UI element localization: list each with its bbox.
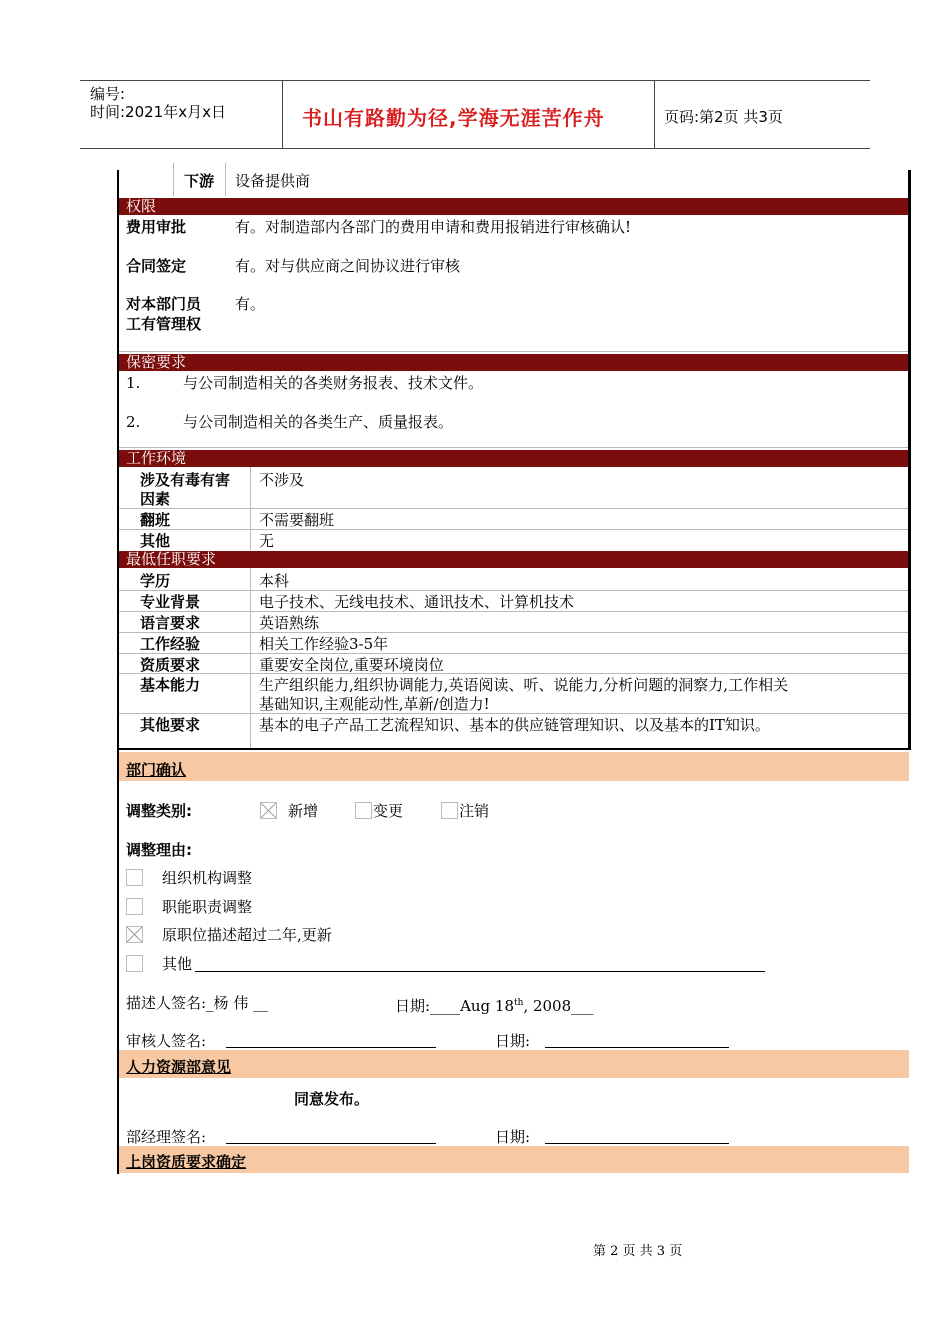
authority-value: 有。对与供应商之间协议进行审核 — [235, 257, 461, 275]
section-confidentiality-header — [119, 354, 908, 371]
env-value: 不需要翻班 — [259, 511, 335, 529]
req-value: 电子技术、无线电技术、通讯技术、计算机技术 — [259, 593, 575, 611]
checkbox-cancel[interactable] — [441, 802, 458, 819]
req-value: 重要安全岗位,重要环境岗位 — [259, 656, 444, 674]
checkbox-update[interactable] — [126, 926, 143, 943]
authority-label: 费用审批 — [126, 218, 187, 236]
row-rule — [119, 529, 908, 530]
row-rule — [119, 713, 908, 714]
checkbox-label: 原职位描述超过二年,更新 — [162, 926, 332, 944]
row-rule — [119, 673, 908, 674]
checkbox-new[interactable] — [260, 802, 277, 819]
req-label: 工作经验 — [140, 635, 201, 653]
req-value: 相关工作经验3-5年 — [259, 635, 389, 653]
req-label: 资质要求 — [140, 656, 201, 674]
cell-divider — [173, 163, 174, 196]
cell-divider — [225, 163, 226, 196]
req-label: 基本能力 — [140, 676, 201, 694]
list-number: 2. — [126, 413, 141, 431]
env-value: 不涉及 — [259, 471, 305, 489]
header-divider — [654, 80, 655, 148]
authority-label: 工有管理权 — [126, 315, 202, 333]
section-authority-header — [119, 198, 908, 215]
header-number-label: 编号: — [90, 85, 126, 103]
env-label: 涉及有毒有害 — [140, 471, 231, 489]
header-top-rule — [80, 80, 870, 81]
section-title: 上岗资质要求确定 — [126, 1153, 247, 1171]
form-border-left — [117, 170, 119, 1174]
list-number: 1. — [126, 374, 141, 392]
reviewer-date-line[interactable] — [545, 1047, 729, 1048]
list-item: 与公司制造相关的各类财务报表、技术文件。 — [183, 374, 484, 392]
req-value: 基本的电子产品工艺流程知识、基本的供应链管理知识、以及基本的IT知识。 — [259, 716, 770, 734]
req-value: 本科 — [259, 572, 290, 590]
section-title: 部门确认 — [126, 761, 187, 779]
authority-value: 有。 — [235, 295, 266, 313]
req-value: 基础知识,主观能动性,革新/创造力! — [259, 695, 490, 713]
checkbox-label: 注销 — [459, 802, 490, 820]
date-label: 日期: — [395, 997, 431, 1015]
describer-signature: 描述人签名:_杨 伟 __ — [126, 994, 269, 1012]
authority-label: 合同签定 — [126, 257, 187, 275]
section-title: 权限 — [126, 197, 157, 215]
date-value: ____Aug 18 — [430, 997, 515, 1015]
req-value: 英语熟练 — [259, 614, 320, 632]
env-label: 翻班 — [140, 511, 171, 529]
adjust-reason-label: 调整理由: — [126, 841, 192, 859]
authority-value: 有。对制造部内各部门的费用申请和费用报销进行审核确认! — [235, 218, 632, 236]
section-rule — [119, 351, 908, 352]
header-divider — [282, 80, 283, 148]
manager-signature-label: 部经理签名: — [126, 1128, 207, 1146]
env-label: 其他 — [140, 532, 171, 550]
header-motto: 书山有路勤为径,学海无涯苦作舟 — [302, 106, 605, 130]
list-item: 与公司制造相关的各类生产、质量报表。 — [183, 413, 454, 431]
req-label: 其他要求 — [140, 716, 201, 734]
manager-signature-line[interactable] — [226, 1143, 436, 1144]
env-value: 无 — [259, 532, 275, 550]
downstream-label: 下游 — [184, 172, 215, 190]
checkbox-label: 其他 — [162, 955, 193, 973]
checkbox-other[interactable] — [126, 955, 143, 972]
section-environment-header — [119, 450, 908, 467]
checkbox-label: 职能职责调整 — [162, 898, 253, 916]
req-label: 专业背景 — [140, 593, 201, 611]
checkbox-org-adjust[interactable] — [126, 869, 143, 886]
checkbox-label: 变更 — [373, 802, 404, 820]
section-rule — [119, 447, 908, 448]
reviewer-signature-line[interactable] — [226, 1047, 436, 1048]
reviewer-date-label: 日期: — [495, 1032, 531, 1050]
row-rule — [119, 632, 908, 633]
header-page-info: 页码:第2页 共3页 — [664, 108, 783, 126]
env-label: 因素 — [140, 490, 171, 508]
req-label: 学历 — [140, 572, 171, 590]
section-title: 保密要求 — [126, 353, 187, 371]
row-rule — [119, 653, 908, 654]
authority-label: 对本部门员 — [126, 295, 202, 313]
cell-divider — [250, 568, 251, 748]
section-title: 人力资源部意见 — [126, 1058, 232, 1076]
section-requirements-header — [119, 551, 908, 568]
manager-date-line[interactable] — [545, 1143, 729, 1144]
header-bottom-rule — [80, 148, 870, 149]
other-reason-line[interactable] — [195, 971, 765, 972]
checkbox-label: 组织机构调整 — [162, 869, 253, 887]
req-value: 生产组织能力,组织协调能力,英语阅读、听、说能力,分析问题的洞察力,工作相关 — [259, 676, 789, 694]
section-title: 最低任职要求 — [126, 550, 217, 568]
section-rule — [119, 748, 911, 750]
header-time-label: 时间:2021年x月x日 — [90, 103, 226, 121]
section-qualification-header — [119, 1146, 909, 1173]
downstream-value: 设备提供商 — [235, 172, 311, 190]
checkbox-label: 新增 — [288, 802, 319, 820]
row-rule — [119, 590, 908, 591]
section-title: 工作环境 — [126, 449, 187, 467]
date-suffix: th — [514, 998, 524, 1008]
manager-date-label: 日期: — [495, 1128, 531, 1146]
section-hr-opinion-header — [119, 1050, 909, 1078]
row-rule — [119, 508, 908, 509]
reviewer-signature-label: 审核人签名: — [126, 1032, 207, 1050]
req-label: 语言要求 — [140, 614, 201, 632]
date-value: , 2008___ — [523, 997, 594, 1015]
checkbox-change[interactable] — [355, 802, 372, 819]
form-border-right — [908, 170, 911, 750]
hr-opinion-text: 同意发布。 — [294, 1090, 370, 1108]
section-dept-confirm-header — [119, 752, 909, 781]
describer-date — [395, 993, 594, 1016]
page-footer: 第 2 页 共 3 页 — [593, 1244, 683, 1259]
checkbox-duty-adjust[interactable] — [126, 898, 143, 915]
adjust-type-label: 调整类别: — [126, 802, 192, 820]
